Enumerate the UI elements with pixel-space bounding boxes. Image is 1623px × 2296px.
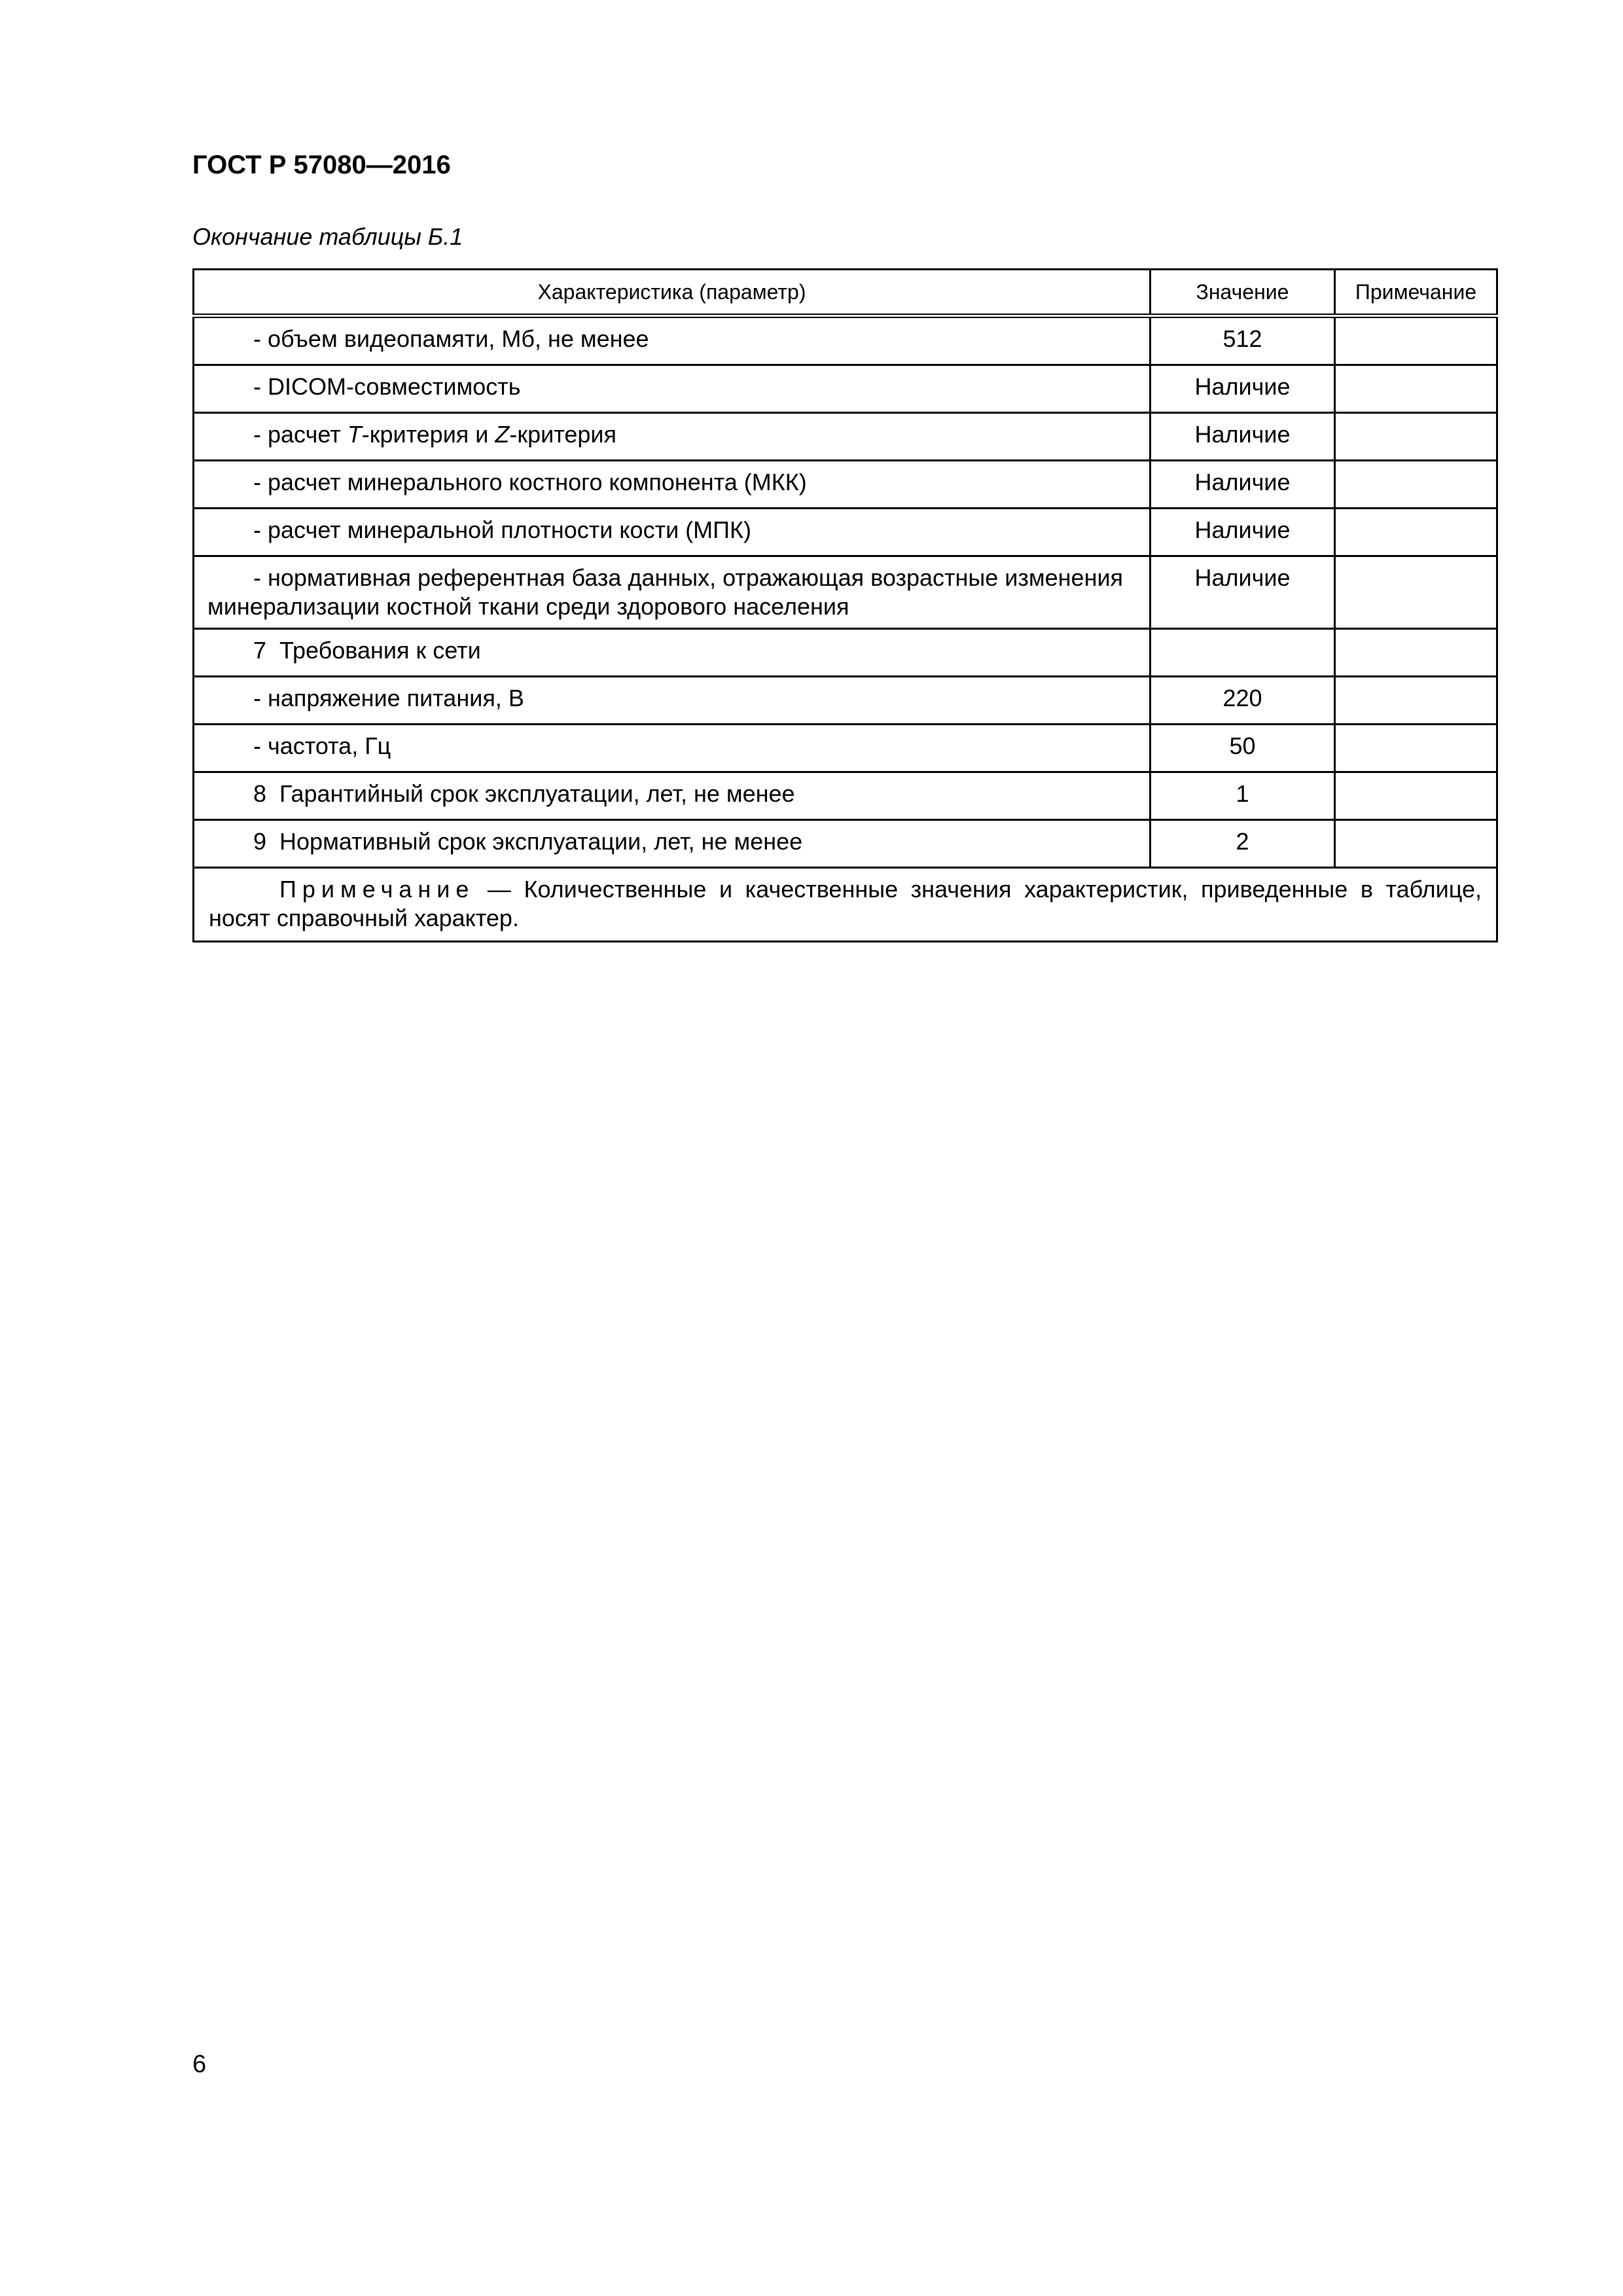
table-row (194, 677, 1497, 725)
param-cell (194, 629, 1150, 677)
param-text: 9 Нормативный срок эксплуатации, лет, не менее (253, 828, 803, 855)
note-cell (1335, 820, 1497, 868)
column-header-value: Значение (1150, 270, 1335, 316)
table-row (194, 413, 1497, 461)
table-row (194, 316, 1497, 365)
value-cell: 1 (1150, 772, 1335, 820)
value-cell: 2 (1150, 820, 1335, 868)
param-cell (194, 413, 1150, 461)
table-row (194, 820, 1497, 868)
table-row (194, 725, 1497, 772)
param-text: - DICOM-совместимость (253, 373, 521, 400)
note-cell (1335, 725, 1497, 772)
note-cell (1335, 413, 1497, 461)
table-row (194, 365, 1497, 413)
param-cell (194, 772, 1150, 820)
note-cell (1335, 677, 1497, 725)
param-text: - расчет минеральной плотности кости (МПК) (253, 516, 751, 543)
param-cell (194, 725, 1150, 772)
note-cell (1335, 629, 1497, 677)
param-text-t: T (347, 421, 362, 448)
param-cell (194, 677, 1150, 725)
note-cell (1335, 316, 1497, 365)
value-cell: Наличие (1150, 509, 1335, 556)
param-text: 7 Требования к сети (253, 637, 481, 664)
document-header: ГОСТ Р 57080—2016 (192, 151, 451, 179)
footnote-text: — Количественные и качественные значения характеристик, приведенные в таблице, носят справочный характер. (209, 876, 1482, 931)
note-cell (1335, 556, 1497, 629)
param-text: - частота, Гц (253, 732, 391, 759)
param-text: - напряжение питания, В (253, 685, 524, 711)
table-footnote (194, 868, 1497, 942)
value-cell: Наличие (1150, 461, 1335, 509)
value-cell: Наличие (1150, 365, 1335, 413)
note-cell (1335, 772, 1497, 820)
specification-table (192, 268, 1498, 942)
value-cell (1150, 629, 1335, 677)
table-caption: Окончание таблицы Б.1 (192, 223, 463, 250)
param-text: 8 Гарантийный срок эксплуатации, лет, не менее (253, 780, 795, 807)
table-header-row (194, 270, 1497, 316)
param-cell (194, 820, 1150, 868)
table-row (194, 556, 1497, 629)
note-cell (1335, 509, 1497, 556)
table-row (194, 461, 1497, 509)
param-cell (194, 509, 1150, 556)
note-cell (1335, 365, 1497, 413)
table-row (194, 509, 1497, 556)
page-number: 6 (192, 2051, 207, 2078)
param-text-suffix: -критерия (509, 421, 617, 448)
value-cell: Наличие (1150, 556, 1335, 629)
column-header-note: Примечание (1335, 270, 1497, 316)
param-text: - объем видеопамяти, Мб, не менее (253, 325, 649, 352)
param-text: - нормативная референтная база данных, отражающая возрастные изменения минерализации костной ткани среди здорового населения (207, 564, 1124, 620)
param-cell (194, 365, 1150, 413)
param-cell (194, 461, 1150, 509)
value-cell: 512 (1150, 316, 1335, 365)
value-cell: 220 (1150, 677, 1335, 725)
footnote-label: Примечание (279, 876, 475, 903)
param-cell (194, 316, 1150, 365)
param-text-z: Z (495, 421, 510, 448)
table-row (194, 772, 1497, 820)
value-cell: Наличие (1150, 413, 1335, 461)
note-cell (1335, 461, 1497, 509)
param-text: - расчет минерального костного компонента (МКК) (253, 469, 807, 495)
column-header-parameter: Характеристика (параметр) (194, 270, 1150, 316)
param-text-prefix: - расчет (253, 421, 348, 448)
table-footnote-row (194, 868, 1497, 942)
value-cell: 50 (1150, 725, 1335, 772)
table-row (194, 629, 1497, 677)
param-cell (194, 556, 1150, 629)
param-text-mid: -критерия и (361, 421, 495, 448)
